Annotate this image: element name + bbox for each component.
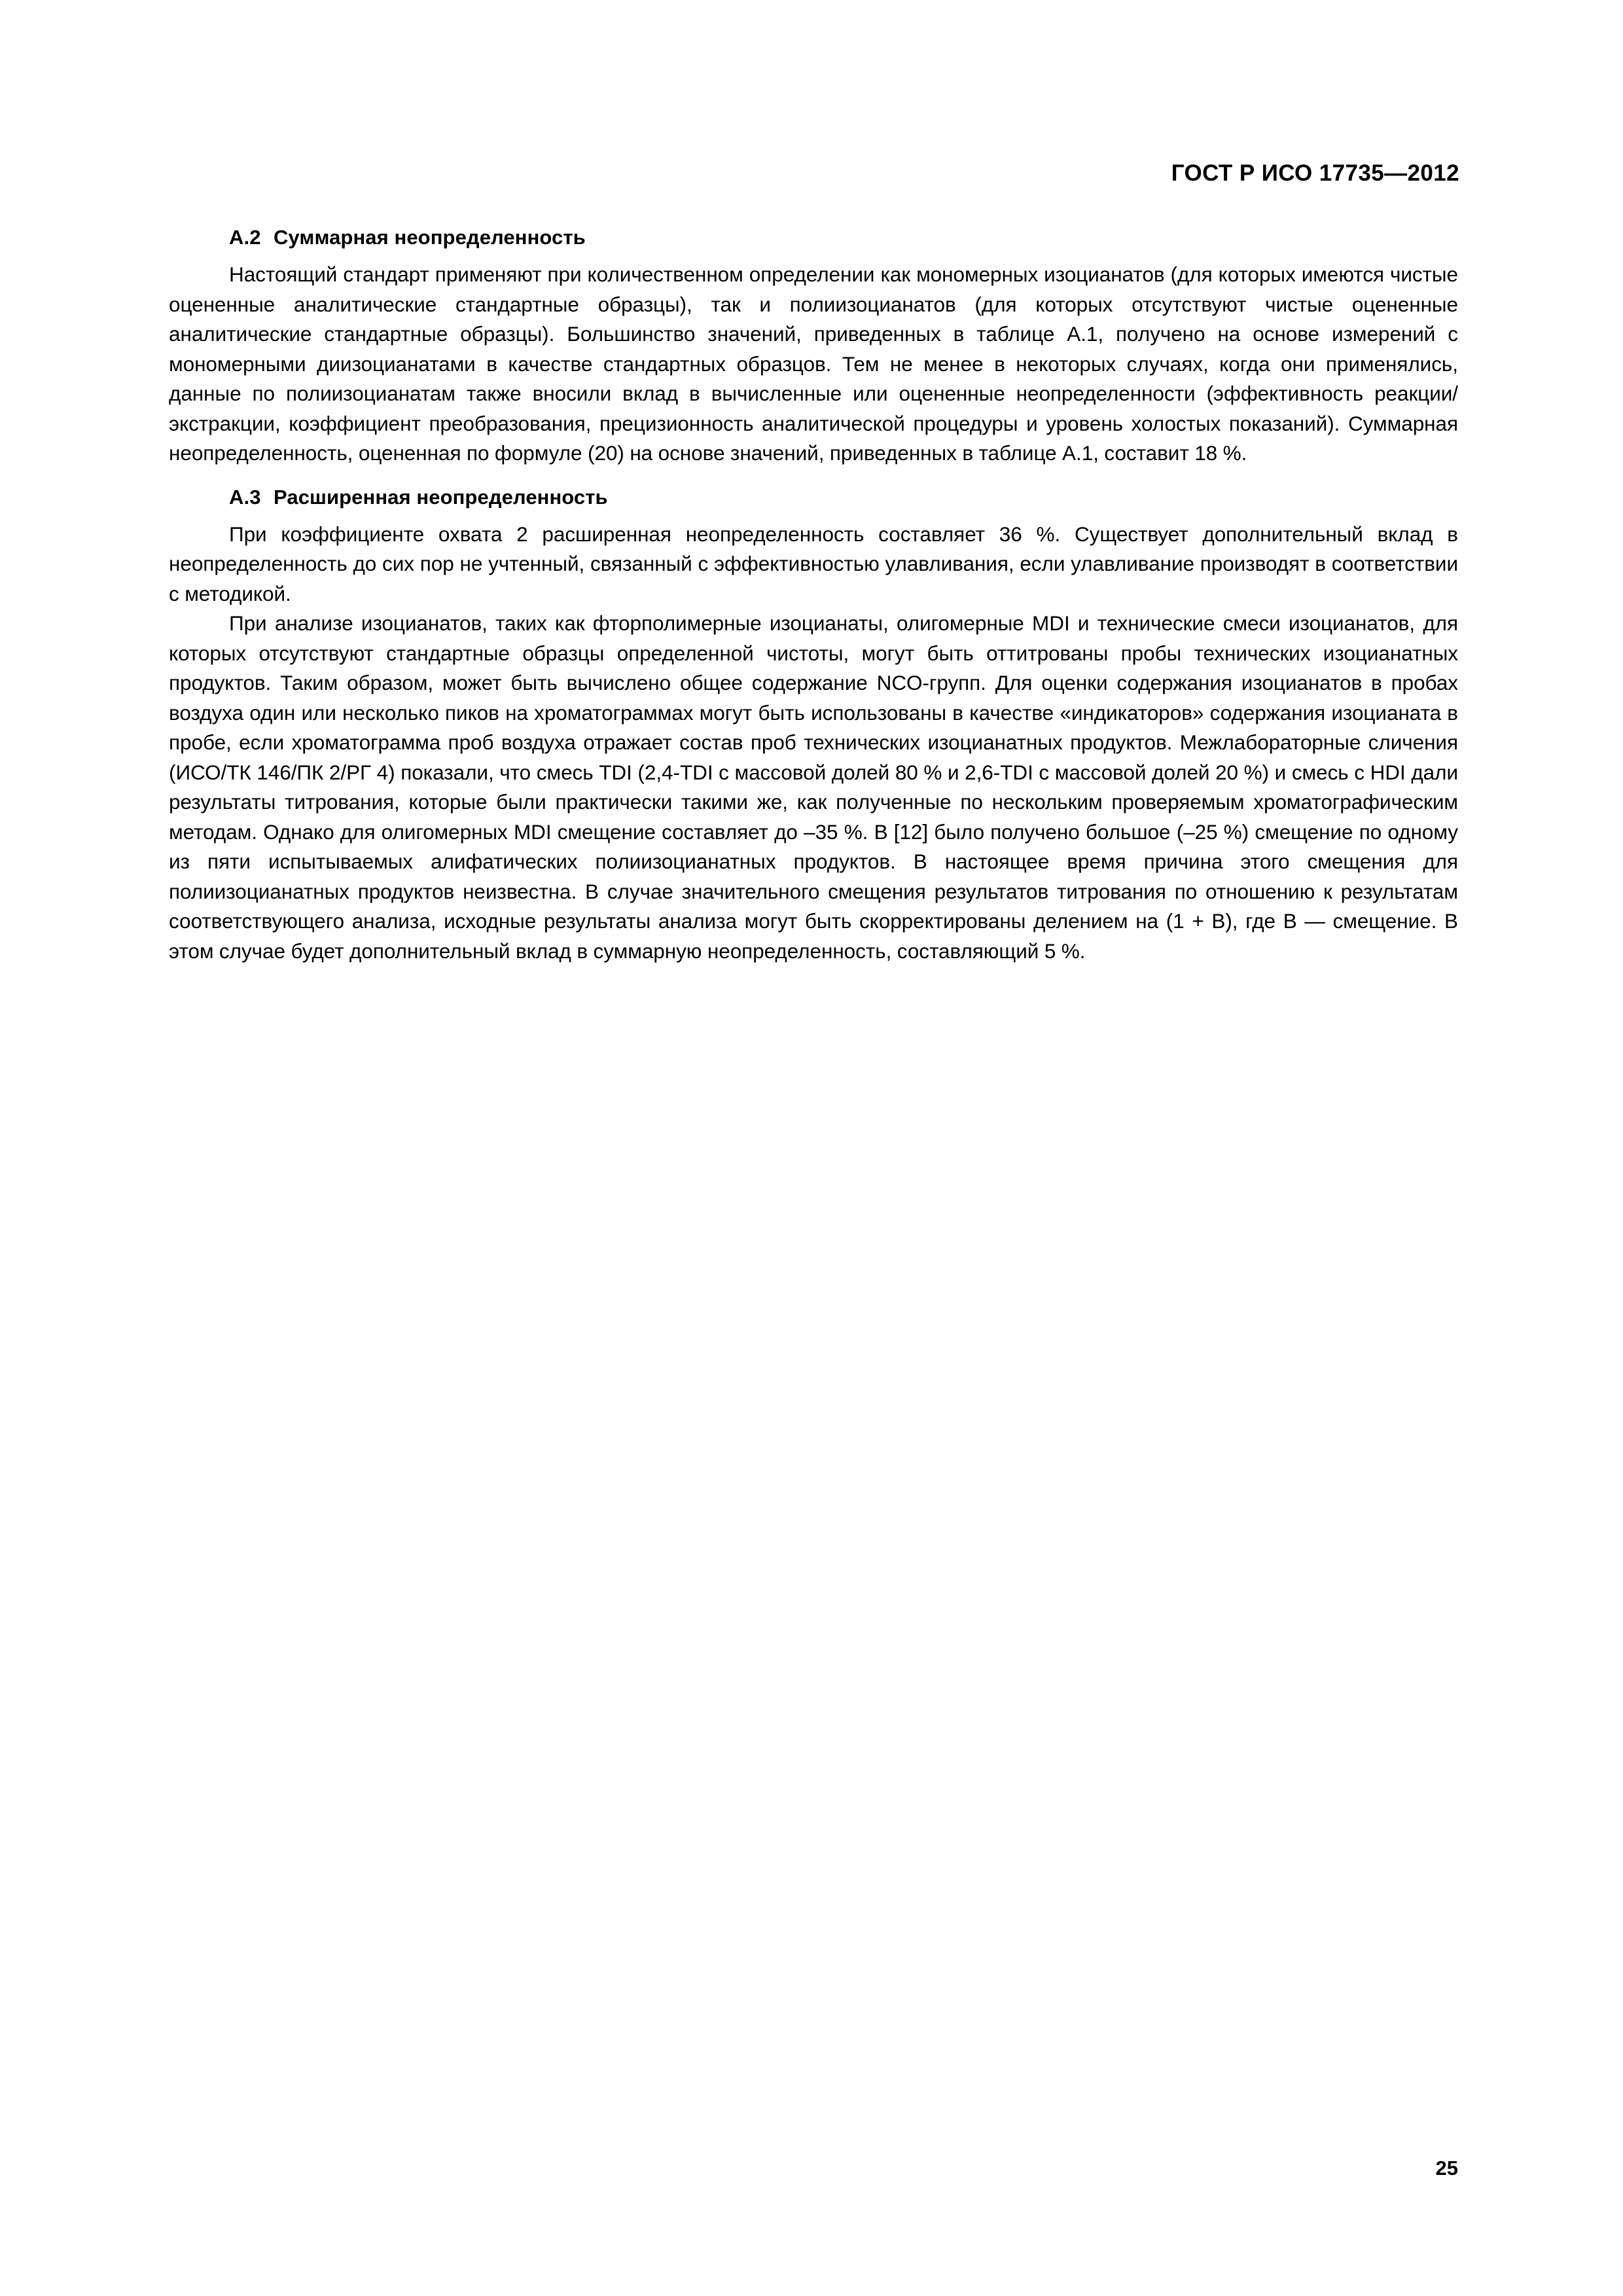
paragraph-a3-1: При коэффициенте охвата 2 расширенная неопределенность составляет 36 %. Существует дополнительный вклад в неопределенность до сих пор не учтенный, связанный с эффективностью улавливания, если улавливание производят в соответствии с методикой. (169, 522, 1458, 605)
clause-number-a3: A.3 (229, 485, 261, 509)
clause-heading-a3 (169, 486, 1458, 509)
page-header-standard-title: ГОСТ Р ИСО 17735—2012 (1171, 160, 1459, 186)
section-spacer (169, 469, 1458, 486)
paragraph-a3-2: При анализе изоцианатов, таких как фторполимерные изоцианаты, олигомерные MDI и технические смеси изоцианатов, для которых отсутствуют стандартные образцы определенной чистоты, могут быть оттитрованы пробы технических изоцианатных продуктов. Таким образом, может быть вычислено общее содержание NCO-групп. Для оценки содержания изоцианатов в пробах воздуха один или несколько пиков на хроматограммах могут быть использованы в качестве «индикаторов» содержания изоцианата в пробе, если хроматограмма проб воздуха отражает состав проб технических изоцианатных продуктов. Межлабораторные сличения (ИСО/ТК 146/ПК 2/РГ 4) показали, что смесь TDI (2,4-TDI с массовой долей 80 % и 2,6-TDI с массовой долей 20 %) и смесь с HDI дали результаты титрования, которые были практически такими же, как полученные по нескольким проверяемым хроматографическим методам. Однако для олигомерных MDI смещение составляет до –35 %. В [12] было получено большое (–25 %) смещение по одному из пяти испытываемых алифатических полиизоцианатных продуктов. В настоящее время причина этого смещения для полиизоцианатных продуктов неизвестна. В случае значительного смещения результатов титрования по отношению к результатам соответствующего анализа, исходные результаты анализа могут быть скорректированы делением на (1 + B), где B — смещение. В этом случае будет дополнительный вклад в суммарную неопределенность, составляющий 5 %. (169, 611, 1458, 963)
page-content (169, 226, 1458, 966)
clause-number-a2: A.2 (229, 226, 261, 249)
page-number: 25 (1435, 2157, 1458, 2179)
clause-title-a2: Суммарная неопределенность (274, 226, 586, 249)
clause-heading-a2 (169, 226, 1458, 249)
paragraph-a2-1: Настоящий стандарт применяют при количественном определении как мономерных изоцианатов (для которых имеются чистые оцененные аналитические стандартные образцы), так и полиизоцианатов (для которых отсутствуют чистые оцененные аналитические стандартные образцы). Большинство значений, приведенных в таблице А.1, получено на основе измерений с мономерными диизоцианатами в качестве стандартных образцов. Тем не менее в некоторых случаях, когда они применялись, данные по полиизоцианатам также вносили вклад в вычисленные или оцененные неопределенности (эффективность реакции/экстракции, коэффициент преобразования, прецизионность аналитической процедуры и уровень холостых показаний). Суммарная неопределенность, оцененная по формуле (20) на основе значений, приведенных в таблице А.1, составит 18 %. (169, 262, 1458, 465)
clause-title-a3: Расширенная неопределенность (274, 485, 608, 509)
